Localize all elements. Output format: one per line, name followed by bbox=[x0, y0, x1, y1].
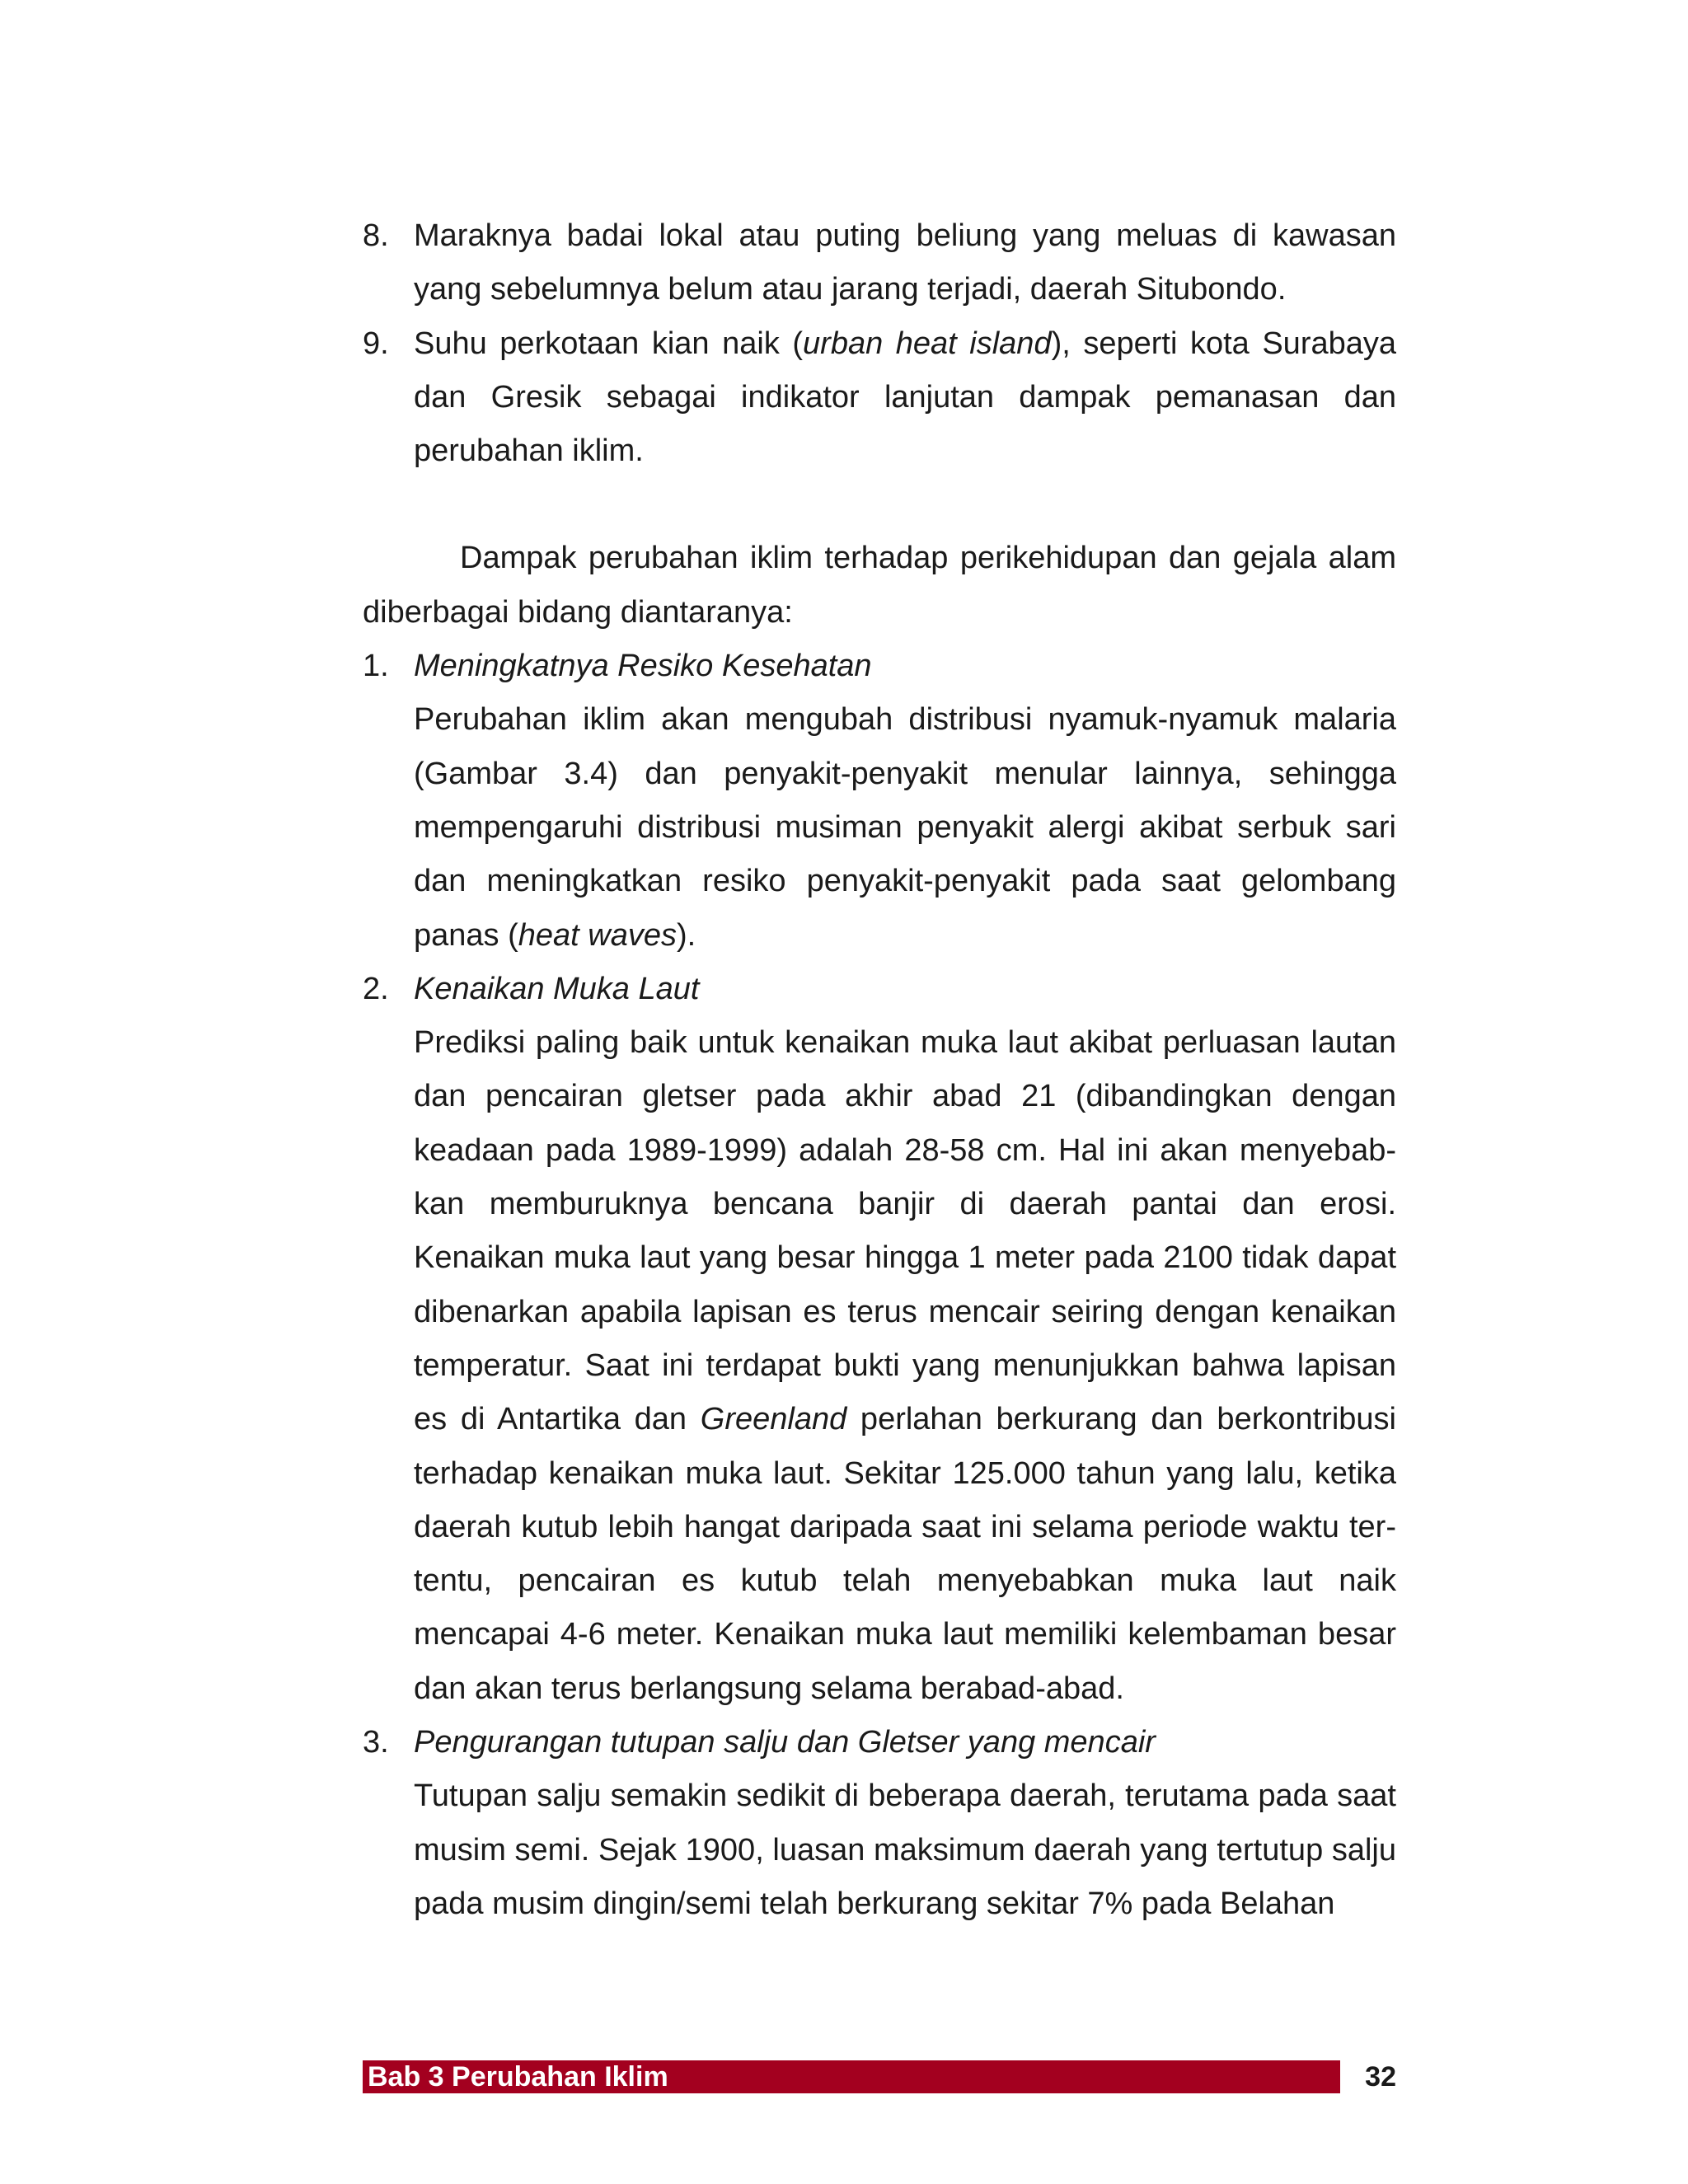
impact-item bbox=[363, 1716, 1396, 1931]
list-text-italic: urban heat island bbox=[803, 326, 1052, 361]
intro-paragraph: Dampak perubahan iklim terhadap perikehidupan dan gejala alam diberbagai bidang diantaranya: bbox=[363, 541, 1396, 630]
chapter-title: Bab 3 Perubahan Iklim bbox=[368, 2061, 668, 2093]
impact-body-text: Prediksi paling baik untuk kenaikan muka laut akibat perluasan lautan dan pencairan gletser pada akhir abad 21 (dibandingkan dengan keadaan pada 1989-1999) adalah 28-58 cm. Hal ini akan menyebab-kan memburuknya bencana banjir di daerah pantai dan erosi. Kenaikan muka laut yang besar hingga 1 meter pada 2100 tidak dapat dibenarkan apabila lapisan es terus mencair seiring dengan kenaikan temperatur. Saat ini terdapat bukti yang menunjukkan bahwa lapisan es di Antartika dan bbox=[414, 1025, 1396, 1437]
list-text: ), seperti kota Surabaya dan Gresik sebagai indikator lanjutan dampak pemanasan dan perubahan iklim. bbox=[414, 326, 1397, 469]
impact-body-italic: heat waves bbox=[518, 917, 677, 953]
impact-item bbox=[363, 963, 1396, 1716]
impact-body-text: Perubahan iklim akan mengubah distribusi nyamuk-nyamuk malaria (Gambar 3.4) dan penyakit-penyakit menular lainnya, sehingga mempengaruhi distribusi musiman penyakit alergi akibat serbuk sari dan meningkatkan resiko penyakit-penyakit pada saat gelombang panas ( bbox=[414, 702, 1396, 953]
page-number: 32 bbox=[1365, 2061, 1396, 2093]
list-number: 8. bbox=[363, 218, 389, 253]
list-item bbox=[363, 209, 1396, 317]
impact-body bbox=[414, 1769, 1396, 1931]
impact-heading: Meningkatnya Resiko Kesehatan bbox=[414, 649, 872, 684]
impact-body-text: Tutupan salju semakin sedikit di beberapa daerah, terutama pada saat musim semi. Sejak 1900, luasan maksimum daerah yang tertutup salju pada musim dingin/semi telah berkurang sekitar 7% pada Belahan bbox=[414, 1779, 1396, 1921]
impact-heading: Pengurangan tutupan salju dan Gletser yang mencair bbox=[414, 1725, 1156, 1760]
list-text: Suhu perkotaan kian naik ( bbox=[414, 326, 804, 361]
impact-body-text: perlahan berkurang dan berkontribusi terhadap kenaikan muka laut. Sekitar 125.000 tahun yang lalu, ketika daerah kutub lebih hangat daripada saat ini selama periode waktu ter-tentu, pencairan es kutub telah menyebabkan muka laut naik mencapai 4-6 meter. Kenaikan muka laut memiliki kelembaman besar dan akan terus berlangsung selama berabad-abad. bbox=[414, 1402, 1396, 1706]
page-content bbox=[363, 209, 1396, 1931]
impact-number: 1. bbox=[363, 649, 389, 684]
impact-body bbox=[414, 693, 1396, 962]
footer-bar bbox=[363, 2060, 1340, 2093]
list-number: 9. bbox=[363, 326, 389, 361]
impact-body bbox=[414, 1016, 1396, 1716]
list-item bbox=[363, 317, 1396, 479]
paragraph-gap bbox=[363, 478, 1396, 532]
impact-body-text: ). bbox=[676, 917, 696, 953]
impact-body-italic: Greenland bbox=[700, 1402, 847, 1437]
list-text: Maraknya badai lokal atau puting beliung yang meluas di kawasan yang sebelumnya belum atau jarang terjadi, daerah Situbondo. bbox=[414, 218, 1396, 307]
impact-item bbox=[363, 640, 1396, 963]
impact-number: 3. bbox=[363, 1725, 389, 1760]
impact-heading: Kenaikan Muka Laut bbox=[414, 971, 700, 1006]
impact-number: 2. bbox=[363, 971, 389, 1006]
